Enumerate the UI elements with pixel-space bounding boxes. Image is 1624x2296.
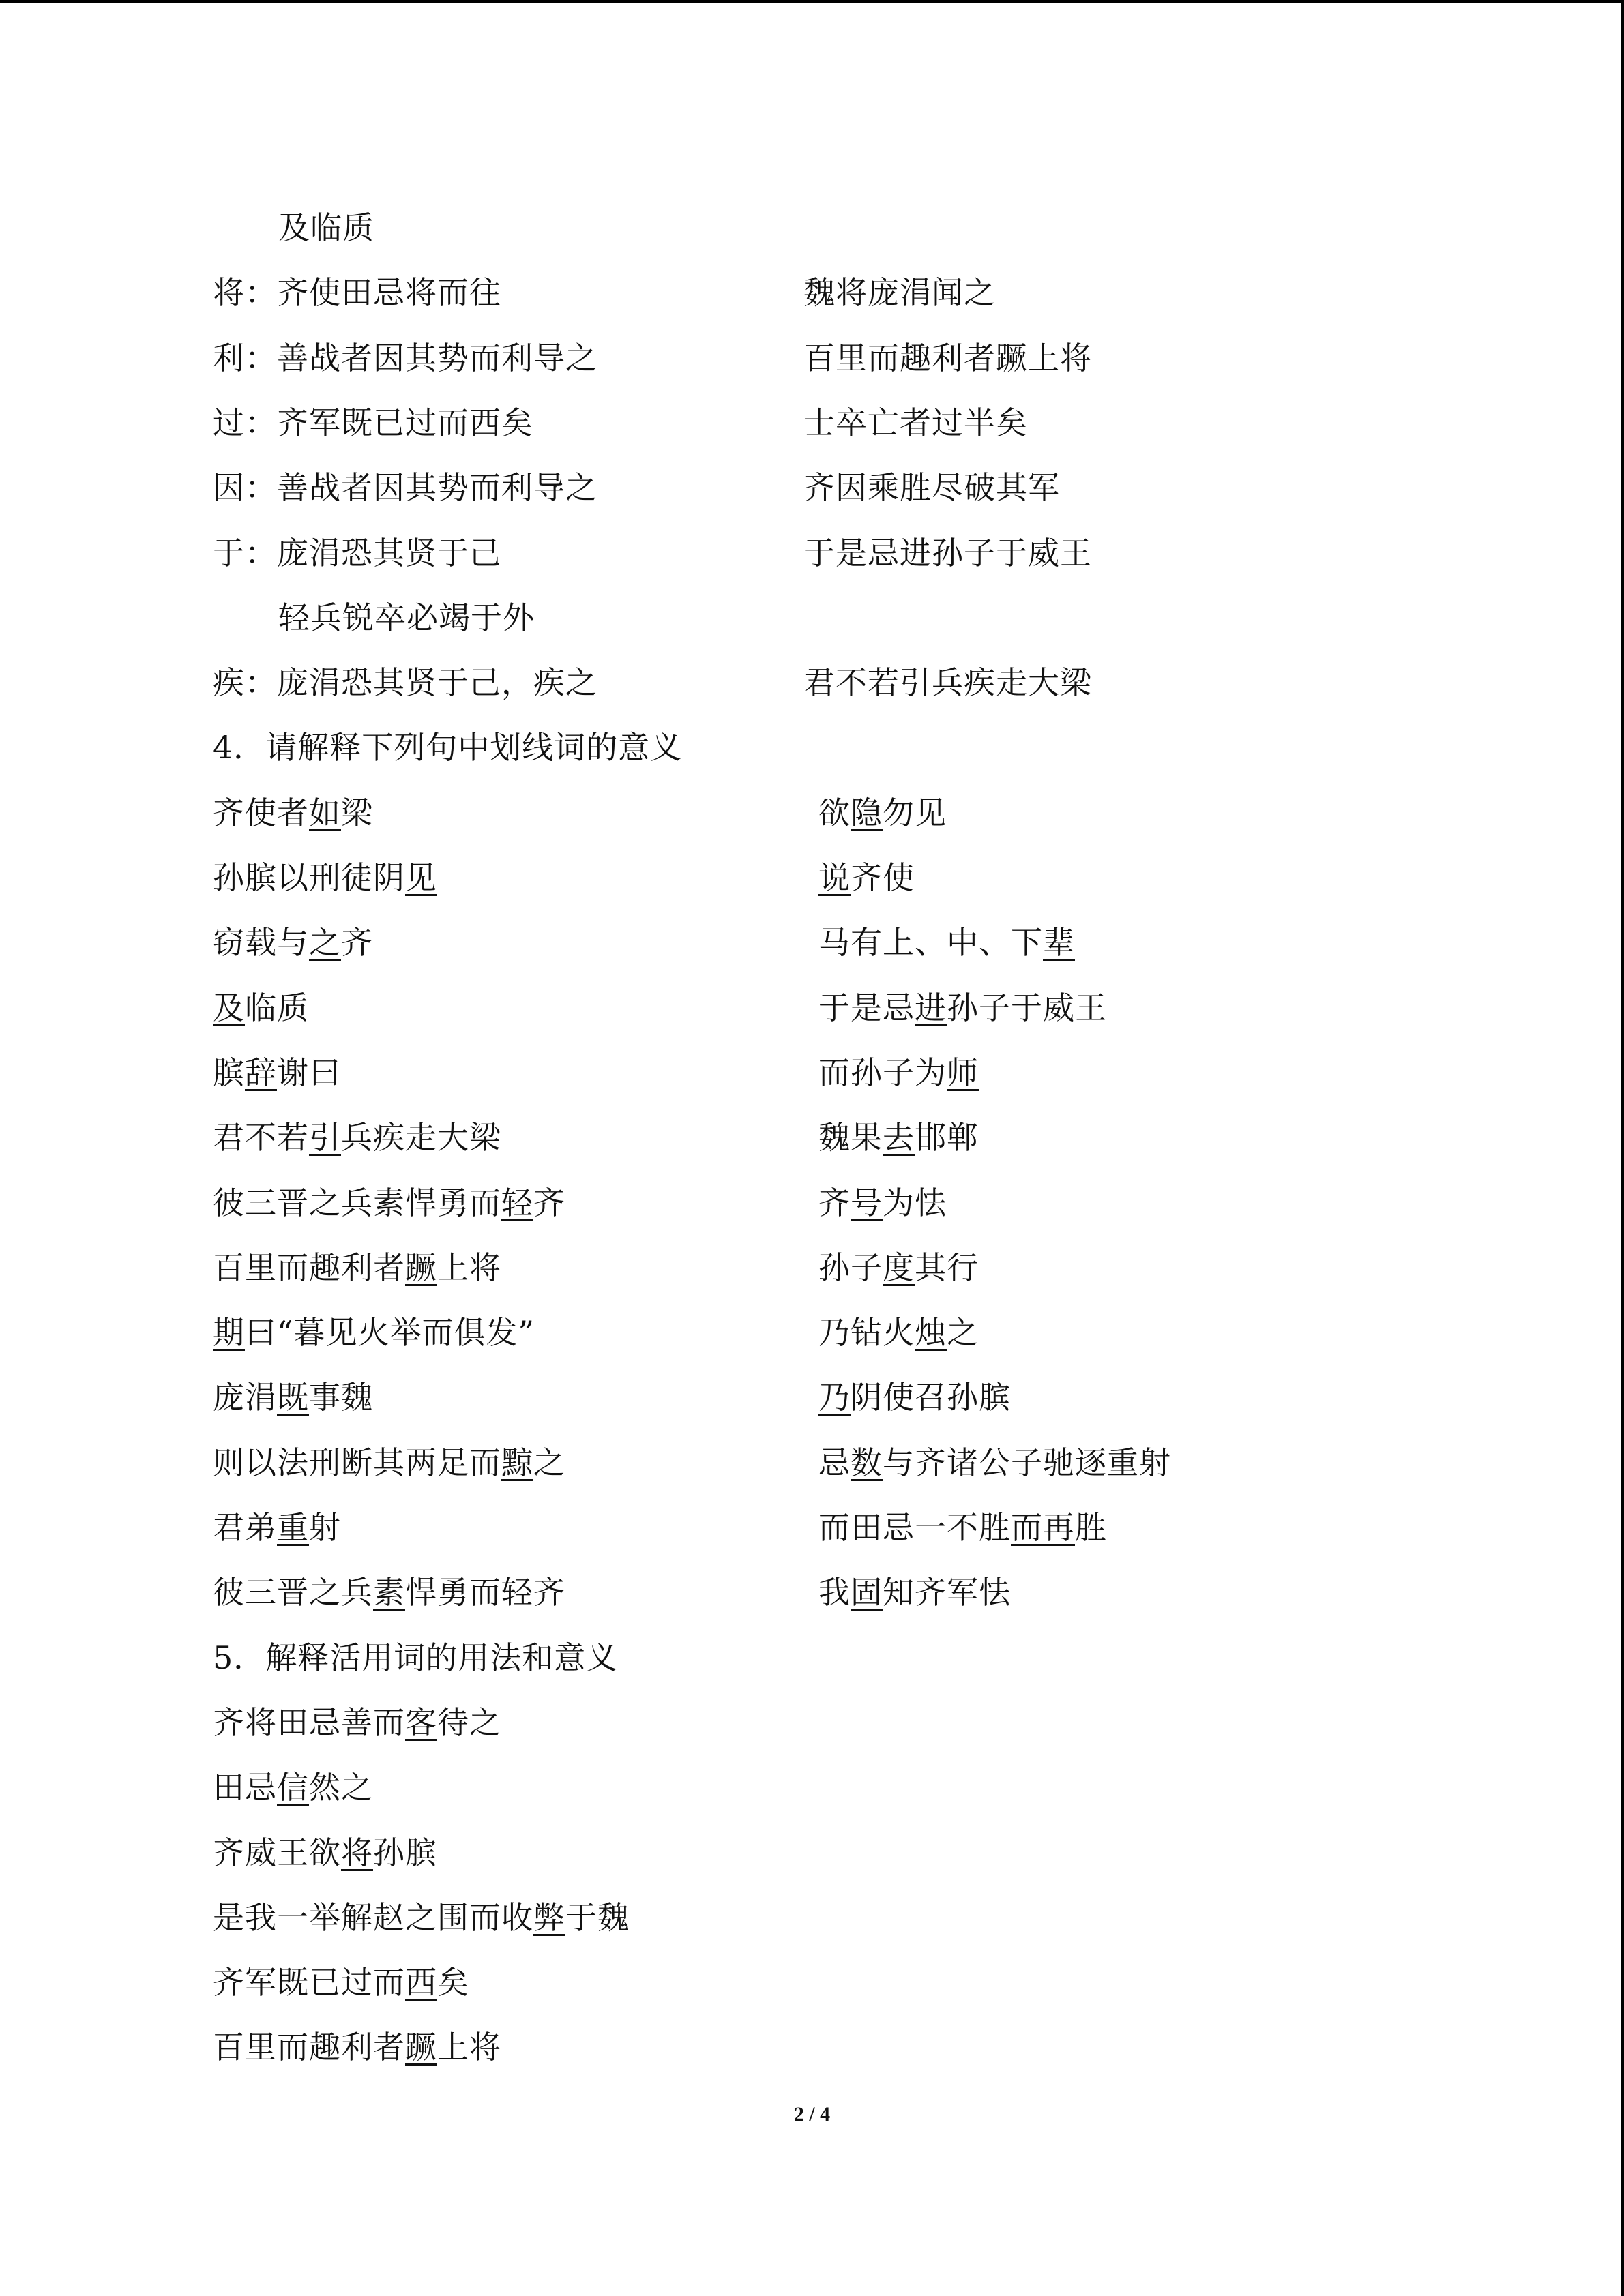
sentence-fragment: 而孙子为 xyxy=(818,1054,947,1091)
sentence-fragment: 齐 xyxy=(341,924,373,961)
sentence-fragment: 矣 xyxy=(437,1964,469,2001)
sentence-fragment: 邯郸 xyxy=(915,1119,979,1156)
underlined-word: 信 xyxy=(277,1769,309,1806)
sentence-fragment: 齐使者 xyxy=(213,794,309,831)
sec5-sentence xyxy=(213,1768,373,1806)
sec4-right-sentence xyxy=(818,794,947,832)
sentence-fragment: 齐军既已过而 xyxy=(213,1964,405,2001)
underlined-word: 弊 xyxy=(533,1899,565,1936)
sentence-fragment: 我 xyxy=(818,1574,851,1611)
sec4-left-sentence xyxy=(213,1313,535,1352)
underlined-word: 重 xyxy=(277,1509,309,1546)
underlined-word: 辈 xyxy=(1043,924,1075,961)
sec4-left-sentence xyxy=(213,989,309,1027)
underlined-word: 引 xyxy=(309,1119,341,1156)
sec4-right-sentence xyxy=(818,1054,979,1092)
sentence-fragment: 梁 xyxy=(341,794,373,831)
sentence-fragment: 齐将田忌善而 xyxy=(213,1704,405,1741)
underlined-word: 既 xyxy=(277,1379,309,1416)
sentence-fragment: 与齐诸公子驰逐重射 xyxy=(883,1444,1171,1481)
sentence-fragment: 是我一举解赵之围而收 xyxy=(213,1899,533,1936)
sentence-fragment: 齐 xyxy=(818,1184,851,1221)
sec4-left-sentence xyxy=(213,1378,373,1416)
underlined-word: 蹶 xyxy=(405,2029,437,2066)
sentence-fragment: 君弟 xyxy=(213,1509,277,1546)
sec4-left-sentence xyxy=(213,1508,341,1547)
sec4-left-sentence xyxy=(213,859,437,897)
sec4-left-sentence xyxy=(213,1573,565,1611)
section-5-heading: 5．解释活用词的用法和意义 xyxy=(213,1639,619,1676)
sec3-left-text: 及临质 xyxy=(278,209,374,246)
sec4-right-sentence xyxy=(818,859,915,897)
sentence-fragment: 彼三晋之兵素悍勇而 xyxy=(213,1184,501,1221)
page-number: 2 / 4 xyxy=(793,2103,831,2126)
underlined-word: 之 xyxy=(309,924,341,961)
sentence-fragment: 之 xyxy=(947,1314,979,1351)
sec3-left-text: 将：齐使田忌将而往 xyxy=(213,274,501,311)
sentence-fragment: 阴使召孙膑 xyxy=(851,1379,1011,1416)
sec4-left-sentence xyxy=(213,1184,565,1222)
sec5-sentence xyxy=(213,1963,469,2001)
underlined-word: 师 xyxy=(947,1054,979,1091)
sentence-fragment: 而田忌一不胜 xyxy=(818,1509,1011,1546)
underlined-word: 客 xyxy=(405,1704,437,1741)
sentence-fragment: 勿见 xyxy=(883,794,947,831)
underlined-word: 将 xyxy=(341,1834,373,1871)
sec3-left-text: 利：善战者因其势而利导之 xyxy=(213,340,597,376)
sentence-fragment: 上将 xyxy=(437,2029,501,2066)
sec4-left-sentence xyxy=(213,1249,501,1287)
sentence-fragment: 欲 xyxy=(818,794,851,831)
sentence-fragment: 膑 xyxy=(213,1054,245,1091)
sec4-right-sentence xyxy=(818,989,1107,1027)
sentence-fragment: 孙子 xyxy=(818,1249,883,1286)
sentence-fragment: 窃载与 xyxy=(213,924,309,961)
underlined-word: 去 xyxy=(883,1119,915,1156)
sec3-right-text: 齐因乘胜尽破其军 xyxy=(803,469,1060,506)
sentence-fragment: 齐 xyxy=(533,1184,565,1221)
sentence-fragment: 忌 xyxy=(818,1444,851,1481)
sec3-left-text: 疾：庞涓恐其贤于己，疾之 xyxy=(213,664,597,701)
sentence-fragment: 百里而趣利者 xyxy=(213,1249,405,1286)
sec3-right-text: 士卒亡者过半矣 xyxy=(803,404,1028,441)
underlined-word: 固 xyxy=(851,1574,883,1611)
underlined-word: 如 xyxy=(309,794,341,831)
sentence-fragment: 齐威王欲 xyxy=(213,1834,341,1871)
sec5-sentence xyxy=(213,1834,437,1872)
sec4-right-sentence xyxy=(818,1249,979,1287)
underlined-word: 蹶 xyxy=(405,1249,437,1286)
sentence-fragment: 悍勇而轻齐 xyxy=(405,1574,565,1611)
sentence-fragment: 然之 xyxy=(309,1769,373,1806)
sentence-fragment: 孙膑以刑徒阴 xyxy=(213,859,405,896)
underlined-word: 隐 xyxy=(851,794,883,831)
sentence-fragment: 其行 xyxy=(915,1249,979,1286)
sec4-left-sentence xyxy=(213,1444,565,1482)
sentence-fragment: 临质 xyxy=(245,989,309,1026)
sec4-left-sentence xyxy=(213,1054,341,1092)
underlined-word: 烛 xyxy=(915,1314,947,1351)
sec3-right-text: 君不若引兵疾走大梁 xyxy=(803,664,1092,701)
underlined-word: 进 xyxy=(915,989,947,1026)
sentence-fragment: 魏果 xyxy=(818,1119,883,1156)
sentence-fragment: 庞涓 xyxy=(213,1379,277,1416)
underlined-word: 西 xyxy=(405,1964,437,2001)
sec4-left-sentence xyxy=(213,794,373,832)
sec3-right-text: 魏将庞涓闻之 xyxy=(803,274,996,311)
sentence-fragment: 知齐军怯 xyxy=(883,1574,1011,1611)
sec4-right-sentence xyxy=(818,1184,947,1222)
sec4-left-sentence xyxy=(213,1118,501,1157)
sec4-right-sentence xyxy=(818,1118,979,1157)
underlined-word: 黥 xyxy=(501,1444,533,1481)
sentence-fragment: 待之 xyxy=(437,1704,501,1741)
sec3-right-text: 百里而趣利者蹶上将 xyxy=(803,340,1092,376)
sentence-fragment: 孙子于威王 xyxy=(947,989,1107,1026)
sentence-fragment: 田忌 xyxy=(213,1769,277,1806)
sentence-fragment: 齐使 xyxy=(851,859,915,896)
underlined-word: 数 xyxy=(851,1444,883,1481)
sentence-fragment: 胜 xyxy=(1075,1509,1107,1546)
sec4-right-sentence xyxy=(818,923,1075,961)
sentence-fragment: 为怯 xyxy=(883,1184,947,1221)
page-top-border xyxy=(0,0,1624,3)
underlined-word: 及 xyxy=(213,989,245,1026)
sentence-fragment: 之 xyxy=(533,1444,565,1481)
sec3-left-text: 轻兵锐卒必竭于外 xyxy=(278,599,535,636)
sec4-right-sentence xyxy=(818,1573,1011,1611)
sentence-fragment: 马有上、中、下 xyxy=(818,924,1043,961)
sec4-right-sentence xyxy=(818,1444,1171,1482)
sec4-right-sentence xyxy=(818,1508,1107,1547)
underlined-word: 乃 xyxy=(818,1379,851,1416)
sec3-left-text: 于：庞涓恐其贤于己 xyxy=(213,535,501,571)
sentence-fragment: 曰“暮见火举而俱发” xyxy=(245,1314,535,1351)
underlined-word: 素 xyxy=(373,1574,405,1611)
sentence-fragment: 百里而趣利者 xyxy=(213,2029,405,2066)
sec4-right-sentence xyxy=(818,1378,1011,1416)
section-4-heading: 4．请解释下列句中划线词的意义 xyxy=(213,729,683,766)
sentence-fragment: 谢曰 xyxy=(277,1054,341,1091)
sec3-right-text: 于是忌进孙子于威王 xyxy=(803,535,1092,571)
underlined-word: 轻 xyxy=(501,1184,533,1221)
page-right-border xyxy=(1621,0,1624,2296)
sentence-fragment: 乃钻火 xyxy=(818,1314,915,1351)
sec4-right-sentence xyxy=(818,1313,979,1352)
underlined-word: 见 xyxy=(405,859,437,896)
sentence-fragment: 兵疾走大梁 xyxy=(341,1119,501,1156)
sentence-fragment: 事魏 xyxy=(309,1379,373,1416)
sentence-fragment: 上将 xyxy=(437,1249,501,1286)
underlined-word: 说 xyxy=(818,859,851,896)
sentence-fragment: 君不若 xyxy=(213,1119,309,1156)
underlined-word: 期 xyxy=(213,1314,245,1351)
sec5-sentence xyxy=(213,2028,501,2066)
sentence-fragment: 彼三晋之兵 xyxy=(213,1574,373,1611)
sentence-fragment: 于是忌 xyxy=(818,989,915,1026)
sentence-fragment: 孙膑 xyxy=(373,1834,437,1871)
sentence-fragment: 射 xyxy=(309,1509,341,1546)
sentence-fragment: 于魏 xyxy=(565,1899,630,1936)
underlined-word: 而再 xyxy=(1011,1509,1075,1546)
sec3-left-text: 因：善战者因其势而利导之 xyxy=(213,469,597,506)
sec4-left-sentence xyxy=(213,923,373,961)
sec5-sentence xyxy=(213,1703,501,1742)
sec3-left-text: 过：齐军既已过而西矣 xyxy=(213,404,533,441)
sentence-fragment: 则以法刑断其两足而 xyxy=(213,1444,501,1481)
underlined-word: 度 xyxy=(883,1249,915,1286)
underlined-word: 辞 xyxy=(245,1054,277,1091)
sec5-sentence xyxy=(213,1898,630,1937)
underlined-word: 号 xyxy=(851,1184,883,1221)
